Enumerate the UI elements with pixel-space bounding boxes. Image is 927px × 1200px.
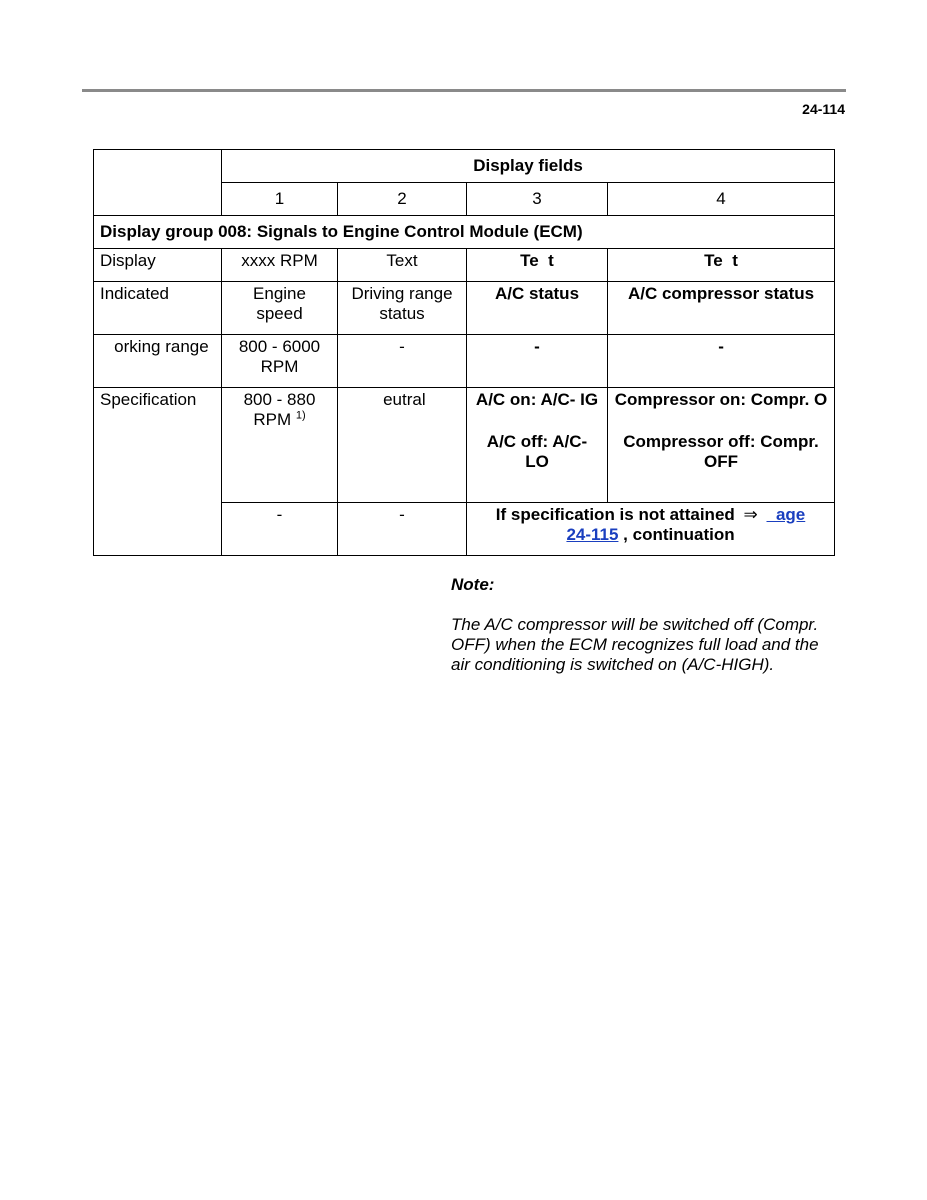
table-corner-cell <box>94 150 222 216</box>
spec-compressor-on: Compressor on: Compr. O <box>614 390 828 409</box>
note-block <box>451 575 831 675</box>
cell-spec-1 <box>222 388 338 503</box>
top-rule <box>82 89 846 92</box>
cell-indicated-3: A/C status <box>467 282 608 335</box>
cell-working-2: - <box>338 335 467 388</box>
table-row-working-range <box>94 335 835 388</box>
cell-display-2: Text <box>338 249 467 282</box>
cell-indicated-1: Engine speed <box>222 282 338 335</box>
spec-ac-off: A/C off: A/C- LO <box>486 432 588 471</box>
page-link-part2[interactable]: 24-115 <box>566 525 619 544</box>
page-number: 24-114 <box>802 101 845 117</box>
cell-display-1: xxxx RPM <box>222 249 338 282</box>
note-text: The A/C compressor will be switched off (Compr. OFF) when the ECM recognizes full load and the air conditioning is switched on (A/C-HIGH). <box>451 615 819 674</box>
footnote-marker: 1) <box>295 409 306 422</box>
cell-display-4: Te t <box>608 249 835 282</box>
row-label-working-range: orking range <box>94 335 222 388</box>
row-label-specification: Specification <box>94 388 222 556</box>
spec-rpm-value: 800 - 880 RPM <box>243 390 316 429</box>
display-fields-header: Display fields <box>222 150 835 183</box>
cell-working-1: 800 - 6000 RPM <box>222 335 338 388</box>
row-label-display: Display <box>94 249 222 282</box>
continuation-text: If specification is not attained <box>495 505 735 524</box>
row-label-indicated: Indicated <box>94 282 222 335</box>
cell-display-3: Te t <box>467 249 608 282</box>
table-row-display <box>94 249 835 282</box>
cell-indicated-2: Driving range status <box>338 282 467 335</box>
cell-spec-4 <box>608 388 835 503</box>
spec-spacer <box>614 410 828 432</box>
note-title: Note: <box>451 575 495 594</box>
page-link-part1[interactable]: age <box>766 505 806 524</box>
field-number-2: 2 <box>338 183 467 216</box>
display-group-table <box>93 149 835 556</box>
spec-ac-on: A/C on: A/C- IG <box>475 390 599 409</box>
cell-continuation <box>467 503 835 556</box>
cell-last-1: - <box>222 503 338 556</box>
cell-spec-2: eutral <box>338 388 467 503</box>
field-number-1: 1 <box>222 183 338 216</box>
cell-working-4: - <box>608 335 835 388</box>
spec-compressor-off: Compressor off: Compr. OFF <box>623 432 819 471</box>
field-number-4: 4 <box>608 183 835 216</box>
cell-spec-3 <box>467 388 608 503</box>
continuation-suffix: , continuation <box>623 525 735 544</box>
cell-last-2: - <box>338 503 467 556</box>
table-row-specification <box>94 388 835 503</box>
cell-indicated-4: A/C compressor status <box>608 282 835 335</box>
table-row-indicated <box>94 282 835 335</box>
field-number-3: 3 <box>467 183 608 216</box>
arrow-right-icon: ⇒ <box>743 505 758 524</box>
cell-working-3: - <box>467 335 608 388</box>
spec-spacer <box>473 410 601 432</box>
display-group-title: Display group 008: Signals to Engine Control Module (ECM) <box>94 216 835 249</box>
